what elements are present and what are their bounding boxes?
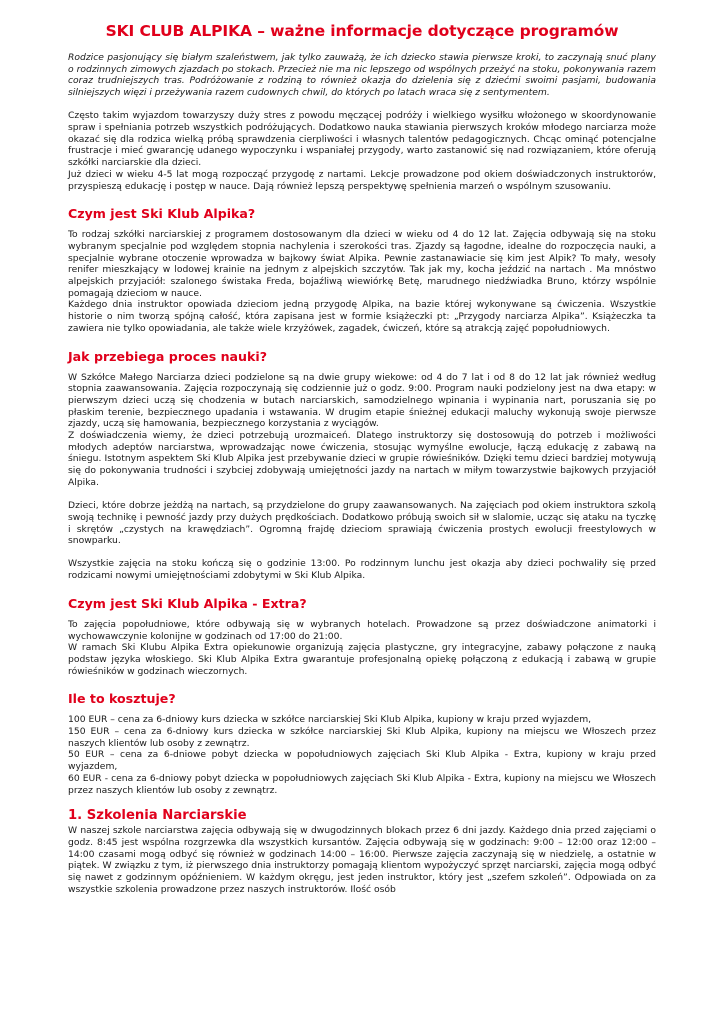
intro-paragraph: Rodzice pasjonujący się białym szaleństwem, jak tylko zauważą, że ich dziecko stawia pierwsze kroki, to zaczynają snuć plany o rodzinnych zimowych zjazdach po stokach. Przecież nie ma nic lepszego od wspólnych przeżyć na stoku, pokonywania razem coraz trudniejszych tras. Podróżowanie z rodziną to również okazja do dzielenia się z dziećmi swoimi pasjami, budowania silniejszych więzi i przeżywania razem cudownych chwil, do których po latach wraca się z sentymentem. <box>68 52 656 99</box>
paragraph-stress: Często takim wyjazdom towarzyszy duży stres z powodu męczącej podróży i wielkiego wysiłku włożonego w skoordynowanie spraw i spełniania potrzeb wszystkich podróżujących. Dodatkowo nauka stawiania pierwszych kroków młodego narciarza może okazać się dla rodzica wielką próbą sprawdzenia cierpliwości i własnych talentów pedagogicznych. Chcąc ominąć potencjalne frustracje i mieć gwarancję udanego wypoczynku i wspaniałej przygody, warto zastanowić się nad rozwiązaniem, które oferują szkółki narciarskie dla dzieci. <box>68 110 656 169</box>
price-line-2: 150 EUR – cena za 6-dniowy kurs dziecka w szkółce narciarskiej Ski Klub Alpika, kupiony na miejscu we Włoszech przez naszych klientów lub osoby z zewnątrz. <box>68 726 656 749</box>
section-heading-extra: Czym jest Ski Klub Alpika - Extra? <box>68 595 307 611</box>
paragraph-what-is-2: Każdego dnia instruktor opowiada dzieciom jedną przygodę Alpika, na bazie której wykonywane są ćwiczenia. Wszystkie historie o nim tworzą spójną całość, która zapisana jest w formie książeczki pt: „Przygody narciarza Alpika”. Książeczka ta zawiera nie tylko opowiadania, ale także wiele krzyżówek, zagadek, ćwiczeń, które są atrakcją zajęć popołudniowych. <box>68 299 656 334</box>
paragraph-process-2: Z doświadczenia wiemy, że dzieci potrzebują urozmaiceń. Dlatego instruktorzy się dostosowują do potrzeb i możliwości młodych adeptów narciarstwa, wprowadzając nowe ćwiczenia, stosując wymyślne ewolucje, łączą edukację z zabawą na śniegu. Istotnym aspektem Ski Klub Alpika jest przebywanie dzieci w grupie rówieśników. Dzięki temu dzieci bardziej motywują się do pokonywania trudności i szybciej zdobywają umiejętności jazdy na nartach w miłym towarzystwie bajkowych przyjaciół Alpika. <box>68 430 656 488</box>
paragraph-process-4: Wszystkie zajęcia na stoku kończą się o godzinie 13:00. Po rodzinnym lunchu jest okazja aby dzieci pochwaliły się przed rodzicami nowymi umiejętnościami zdobytymi w Ski Klub Alpika. <box>68 558 656 582</box>
paragraph-what-is-1: To rodzaj szkółki narciarskiej z programem dostosowanym dla dzieci w wieku od 4 do 12 lat. Zajęcia odbywają się na stoku wybranym specjalnie pod względem stopnia nachylenia i szerokości tras. Zjazdy są łagodne, idealne do rozpoczęcia nauki, a specjalnie wybrane otoczenie wprowadza w bajkowy świat Alpika. Pewnie zastanawiacie się kim jest Alpik? To mały, wesoły renifer mieszkający w lodowej krainie na jednym z alpejskich szczytów. Tak jak my, kocha jeździć na nartach . Ma mnóstwo alpejskich przyjaciół: szalonego świstaka Freda, bojaźliwą wiewiórkę Betę, marudnego niedźwiadka Bruno, którzy wspólnie pomagają dzieciom w nauce. <box>68 229 656 299</box>
paragraph-extra-2: W ramach Ski Klubu Alpika Extra opiekunowie organizują zajęcia plastyczne, gry integracyjne, zabawy połączone z nauką podstaw języka włoskiego. Ski Klub Alpika Extra gwarantuje profesjonalną opiekę połączoną z edukacją i zabawą w grupie rówieśników w godzinach wieczornych. <box>68 642 656 677</box>
page-title: SKI CLUB ALPIKA – ważne informacje dotyczące programów <box>105 22 619 40</box>
section-heading-learning-process: Jak przebiega proces nauki? <box>68 348 268 364</box>
paragraph-process-3: Dzieci, które dobrze jeżdżą na nartach, są przydzielone do grupy zaawansowanych. Na zajęciach pod okiem instruktora szkolą swoją technikę i pewność jazdy przy dużych prędkościach. Dodatkowo próbują swoich sił w slalomie, ucząc się ataku na tyczkę i skrętów „czystych na krawędziach”. Ogromną frajdę dzieciom sprawiają ćwiczenia prostych ewolucji freestylowych w snowparku. <box>68 500 656 547</box>
document-page <box>68 22 656 895</box>
paragraph-ski-training: W naszej szkole narciarstwa zajęcia odbywają się w dwugodzinnych blokach przez 6 dni jazdy. Każdego dnia przed zajęciami o godz. 8:45 jest wspólna rozgrzewka dla wszystkich kursantów. Zajęcia odbywają się w godzinach: 9:00 – 12:00 oraz 12:00 – 14:00 czasami mogą odbyć się również w godzinach 14:00 – 16:00. Pierwsze zajęcia zaczynają się w niedzielę, a ostatnie w piątek. W związku z tym, iż pierwszego dnia instruktorzy pomagają klientom wypożyczyć sprzęt narciarski, zajęcia mogą odbyć się nawet z godzinnym opóźnieniem. W każdym okręgu, jest jeden instruktor, który jest „szefem szkoleń”. Odpowiada on za wszystkie szkolenia prowadzone przez naszych instruktorów. Ilość osób <box>68 825 656 895</box>
paragraph-age: Już dzieci w wieku 4-5 lat mogą rozpocząć przygodę z nartami. Lekcje prowadzone pod okiem doświadczonych instruktorów, przyspieszą edukację i postęp w nauce. Dają również lepszą perspektywę spełnienia marzeń o wspólnym szusowaniu. <box>68 168 656 192</box>
section-heading-what-is: Czym jest Ski Klub Alpika? <box>68 206 256 222</box>
section-heading-pricing: Ile to kosztuje? <box>68 691 176 707</box>
section-heading-ski-training: 1. Szkolenia Narciarskie <box>68 808 247 824</box>
price-line-1: 100 EUR – cena za 6-dniowy kurs dziecka w szkółce narciarskiej Ski Klub Alpika, kupiony w kraju przed wyjazdem, <box>68 714 592 726</box>
price-line-3: 50 EUR – cena za 6-dniowe pobyt dziecka w popołudniowych zajęciach Ski Klub Alpika - Extra, kupiony w kraju przed wyjazdem, <box>68 749 656 773</box>
price-line-4: 60 EUR - cena za 6-dniowy pobyt dziecka w popołudniowych zajęciach Ski Klub Alpika - Extra, kupiony na miejscu we Włoszech przez naszych klientów lub osoby z zewnątrz. <box>68 772 656 796</box>
paragraph-extra-1: To zajęcia popołudniowe, które odbywają się w wybranych hotelach. Prowadzone są przez doświadczone animatorki i wychowawczynie kolonijne w godzinach od 17:00 do 21:00. <box>68 618 656 642</box>
paragraph-process-1: W Szkółce Małego Narciarza dzieci podzielone są na dwie grupy wiekowe: od 4 do 7 lat i od 8 do 12 lat jak również według stopnia zaawansowania. Zajęcia rozpoczynają się codziennie już o godz. 9:00. Program nauki podzielony jest na dwa etapy: w pierwszym dzieci uczą się chodzenia w butach narciarskich, samodzielnego wpinania i wypinania nart, poruszania się po płaskim terenie, bezpiecznego upadania i wstawania. W drugim etapie śnieżnej edukacji maluchy wykonują swoje pierwsze zjazdy, uczą się hamowania, bezpiecznego korzystania z wyciągów. <box>68 371 656 430</box>
